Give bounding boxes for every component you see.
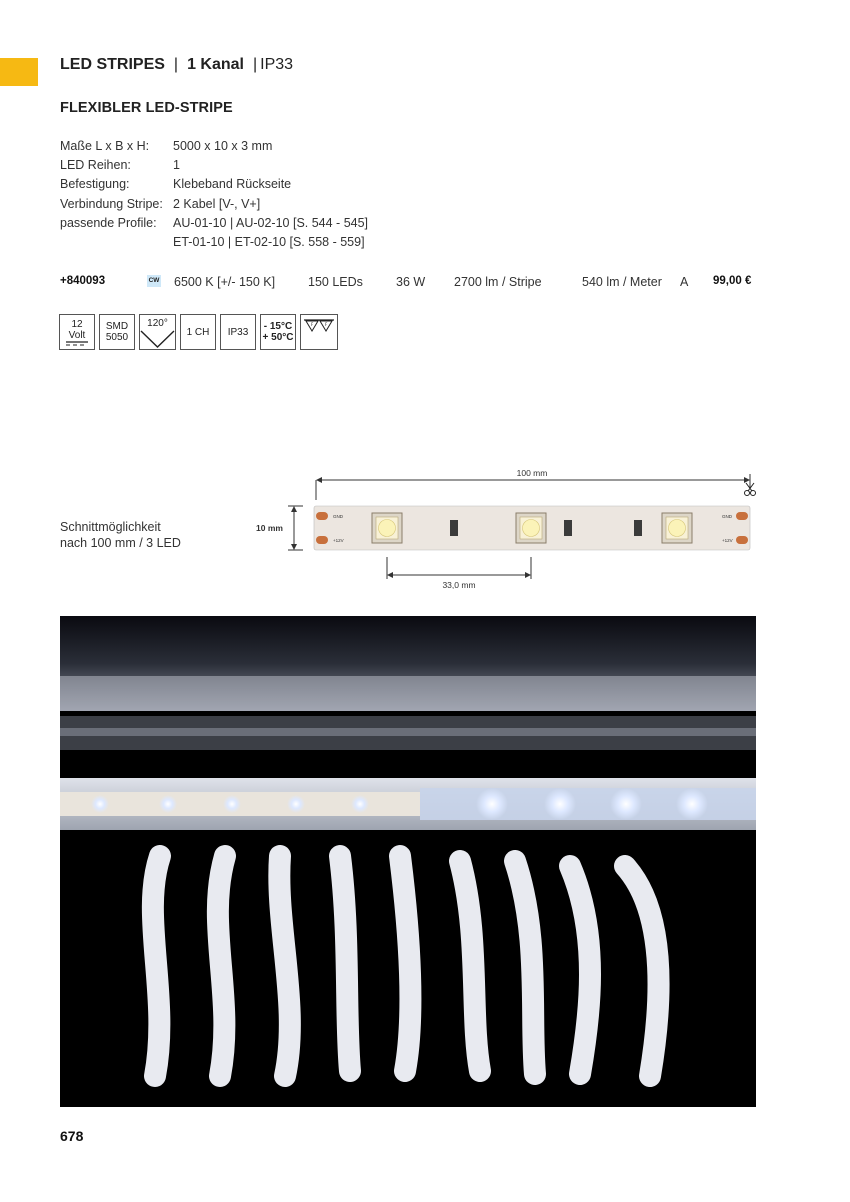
v-label: +12V <box>722 538 733 543</box>
spec-list <box>60 137 368 252</box>
lumen-per-meter: 540 lm / Meter <box>582 275 662 289</box>
spec-row <box>60 233 368 252</box>
header-category: LED STRIPES <box>60 56 165 73</box>
spec-label: passende Profile: <box>60 215 157 230</box>
spacing-label: 33,0 mm <box>442 580 476 590</box>
spec-value: Klebeband Rückseite <box>173 177 292 192</box>
header-channel: 1 Kanal <box>187 56 244 73</box>
gnd-label: GND <box>333 514 343 519</box>
cut-info-line: nach 100 mm / 3 LED <box>60 536 181 550</box>
strip-dimension-drawing <box>0 460 850 600</box>
page-number: 678 <box>60 1128 84 1144</box>
arrow-icon <box>316 477 322 483</box>
solder-pad <box>736 512 748 520</box>
led-chip <box>516 513 546 543</box>
channel-icon <box>180 314 216 350</box>
spec-label: Befestigung: <box>60 177 130 192</box>
led-count: 150 LEDs <box>308 275 363 289</box>
spec-row <box>60 175 368 194</box>
arrow-icon <box>291 544 297 550</box>
resistor <box>450 520 458 536</box>
solder-pad <box>316 512 328 520</box>
feature-icons <box>59 314 338 350</box>
arrow-icon <box>291 506 297 512</box>
temperature-range-icon <box>260 314 296 350</box>
gnd-label: GND <box>722 514 732 519</box>
spec-value: ET-01-10 | ET-02-10 [S. 558 - 559] <box>173 235 365 250</box>
smd-icon <box>99 314 135 350</box>
color-badge: CW <box>147 275 161 287</box>
beam-angle-icon <box>139 314 176 350</box>
temp-low: - 15°C <box>263 321 293 332</box>
spec-label: Maße L x B x H: <box>60 139 150 153</box>
dc-symbol-icon <box>65 341 89 346</box>
header-separator: | <box>252 56 258 73</box>
wattage: 36 W <box>396 275 426 289</box>
smd-type: 5050 <box>105 332 129 343</box>
header-ip-rating: IP33 <box>260 56 294 73</box>
ip-rating-icon <box>220 314 256 350</box>
led-strip-photo <box>60 616 756 1107</box>
mounting-surface-icon <box>300 314 338 350</box>
lumen-per-stripe: 2700 lm / Stripe <box>454 275 542 289</box>
v-label: +12V <box>333 538 344 543</box>
svg-text:F: F <box>325 322 328 327</box>
channel-label: 1 CH <box>186 326 210 338</box>
beam-angle-value: 120° <box>147 318 168 329</box>
product-row <box>60 275 760 291</box>
spec-row <box>60 137 368 156</box>
spec-label: Verbindung Stripe: <box>60 196 163 211</box>
triangle-symbols-icon <box>303 319 335 333</box>
spec-value: 5000 x 10 x 3 mm <box>173 139 273 153</box>
resistor <box>634 520 642 536</box>
arrow-icon <box>744 477 750 483</box>
arrow-icon <box>525 572 531 578</box>
smd-label: SMD <box>105 321 129 332</box>
color-temperature: 6500 K [+/- 150 K] <box>174 275 276 289</box>
spec-label <box>60 233 173 252</box>
spec-row <box>60 156 368 175</box>
voltage-icon <box>59 314 95 350</box>
energy-class: A <box>680 275 689 289</box>
ip-label: IP33 <box>227 326 249 338</box>
led-chip <box>662 513 692 543</box>
voltage-value: 12 <box>71 318 83 330</box>
section-accent-tab <box>0 58 38 86</box>
resistor <box>564 520 572 536</box>
temp-high: + 50°C <box>262 332 294 343</box>
article-number: +840093 <box>60 275 106 287</box>
page-header <box>60 56 293 74</box>
cut-info-line: Schnittmöglichkeit <box>60 520 161 534</box>
angle-v-icon <box>140 329 175 349</box>
svg-text:F: F <box>311 322 314 327</box>
header-separator: | <box>173 56 179 73</box>
spec-row <box>60 214 368 233</box>
length-label: 100 mm <box>516 468 548 478</box>
solder-pad <box>316 536 328 544</box>
width-label: 10 mm <box>256 523 283 533</box>
product-photo <box>60 616 756 1107</box>
spec-value: 1 <box>173 158 180 173</box>
spec-value: 2 Kabel [V-, V+] <box>173 196 261 211</box>
arrow-icon <box>387 572 393 578</box>
spec-value: AU-01-10 | AU-02-10 [S. 544 - 545] <box>173 215 369 230</box>
price: 99,00 € <box>713 275 752 287</box>
product-title: FLEXIBLER LED-STRIPE <box>60 100 233 116</box>
led-chip <box>372 513 402 543</box>
voltage-unit: Volt <box>68 329 86 341</box>
spec-label: LED Reihen: <box>60 158 131 173</box>
solder-pad <box>736 536 748 544</box>
spec-row <box>60 195 368 214</box>
